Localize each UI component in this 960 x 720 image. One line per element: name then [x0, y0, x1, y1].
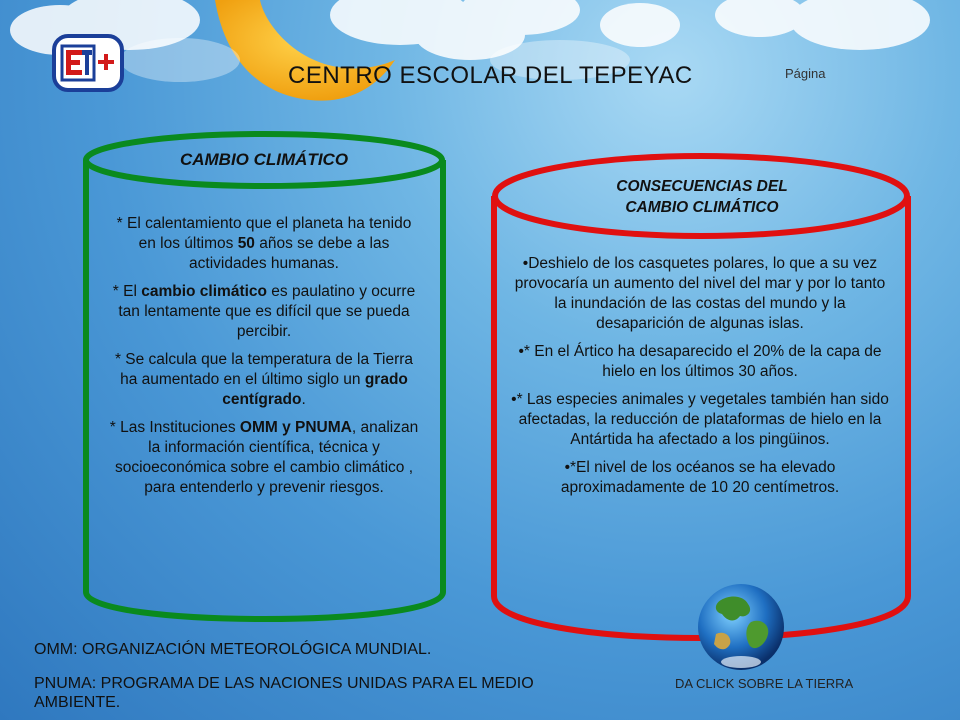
omm-definition: OMM: ORGANIZACIÓN METEOROLÓGICA MUNDIAL. [34, 641, 432, 658]
right-paragraph: •* En el Ártico ha desaparecido el 20% de la capa de hielo en los últimos 30 años. [518, 343, 882, 380]
left-box-title: CAMBIO CLIMÁTICO [179, 150, 349, 169]
bold-term: OMM y PNUMA [239, 419, 352, 436]
bold-term: 50 [237, 235, 255, 252]
paragraph-text: * Las Instituciones [109, 419, 240, 436]
right-paragraph: •* Las especies animales y vegetales también han sido afectadas, la reducción de plataformas de hielo en la Antártida ha afectado a los pingüinos. [511, 391, 889, 448]
paragraph-text: , analizan la información científica, técnica y socioeconómica sobre el cambio climático , para entenderlo y prevenir riesgos. [114, 419, 419, 496]
globe-hint-text: DA CLICK SOBRE LA TIERRA [675, 676, 854, 691]
left-paragraph [106, 350, 422, 410]
paragraph-text: años se debe a las actividades humanas. [189, 235, 390, 272]
page-title: CENTRO ESCOLAR DEL TEPEYAC [288, 62, 693, 89]
right-box-text [510, 254, 890, 506]
paragraph-text: es paulatino y ocurre tan lentamente que es difícil que se pueda percibir. [118, 283, 416, 340]
paragraph-text: . [301, 391, 306, 408]
bold-term: grado centígrado [222, 371, 408, 408]
paragraph-text: * El [112, 283, 142, 300]
paragraph-text: * El calentamiento que el planeta ha tenido en los últimos [116, 215, 412, 252]
left-paragraph [106, 282, 422, 342]
left-box-text [106, 214, 422, 506]
page-number-label: Página [785, 66, 826, 81]
right-box-title: CONSECUENCIAS DEL CAMBIO CLIMÁTICO [616, 178, 788, 216]
right-paragraph: •Deshielo de los casquetes polares, lo que a su vez provocaría un aumento del nivel del mar y por lo tanto la inundación de las costas del mundo y la desaparición de algunas islas. [514, 255, 886, 332]
bold-term: cambio climático [141, 283, 267, 300]
paragraph-text: * Se calcula que la temperatura de la Tierra ha aumentado en el último siglo un [114, 351, 414, 388]
earth-globe-button[interactable] [696, 582, 786, 672]
right-paragraph: •*El nivel de los océanos se ha elevado aproximadamente de 10 20 centímetros. [560, 459, 840, 496]
pnuma-definition: PNUMA: PROGRAMA DE LAS NACIONES UNIDAS PARA EL MEDIO AMBIENTE. [34, 675, 534, 711]
left-paragraph [106, 418, 422, 498]
left-paragraph [106, 214, 422, 274]
